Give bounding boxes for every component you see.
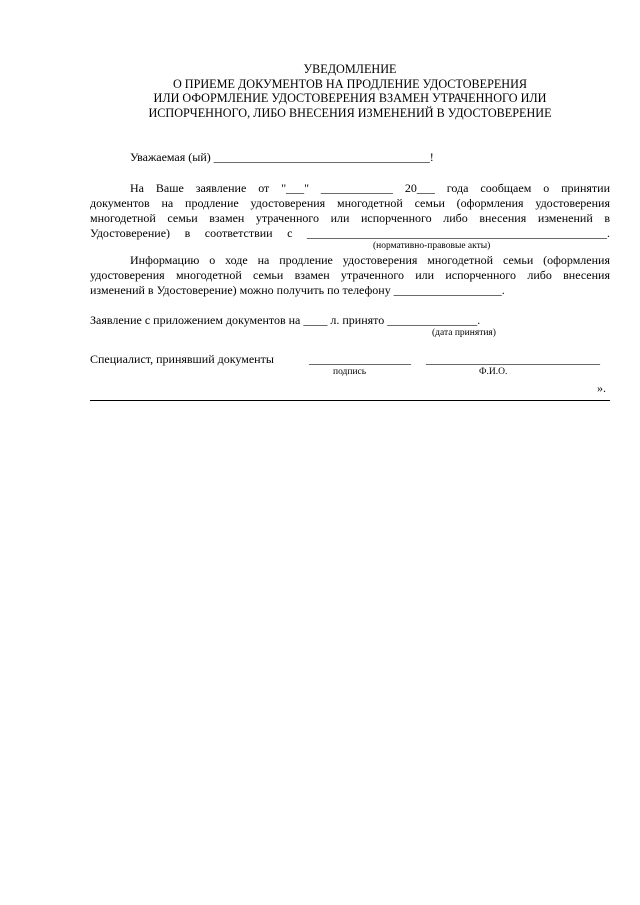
title-line-2: О ПРИЕМЕ ДОКУМЕНТОВ НА ПРОДЛЕНИЕ УДОСТОВЕРЕНИЯ <box>172 76 528 91</box>
paragraph1-line-2: документов на продление удостоверения многодетной семьи (оформления удостоверения <box>90 196 610 210</box>
title-line-3: ИЛИ ОФОРМЛЕНИЕ УДОСТОВЕРЕНИЯ ВЗАМЕН УТРАЧЕННОГО ИЛИ <box>153 91 547 105</box>
acceptance-date-caption: (дата принятия) <box>432 328 496 338</box>
paragraph1-line-1: На Ваше заявление от "___" ____________ 20___ года сообщаем о принятии <box>130 181 610 195</box>
closing-quote: ». <box>597 381 606 395</box>
paragraph2-line-3: изменений в Удостоверение) можно получить по телефону __________________. <box>90 283 505 297</box>
notice-title <box>90 62 610 120</box>
receipt-line: Заявление с приложением документов на ____ л. принято _______________. <box>90 313 481 327</box>
full-name-line: _____________________________ <box>426 352 600 366</box>
paragraph1-line-4: Удостоверение) в соответствии с __________________________________________________. <box>90 226 610 240</box>
paragraph2-line-1: Информацию о ходе на продление удостоверения многодетной семьи (оформления <box>130 253 610 267</box>
legal-acts-caption: (нормативно-правовые акты) <box>373 241 491 251</box>
title-line-4: ИСПОРЧЕННОГО, ЛИБО ВНЕСЕНИЯ ИЗМЕНЕНИЙ В УДОСТОВЕРЕНИЕ <box>148 105 552 120</box>
paragraph2-line-2: удостоверения многодетной семьи взамен утраченного или испорченного либо внесения <box>90 268 610 282</box>
paragraph1-line-3: многодетной семьи взамен утраченного или испорченного либо внесения изменений в <box>90 211 610 225</box>
signature-line: _________________ <box>309 352 411 366</box>
footer-rule <box>90 400 610 401</box>
greeting-line: Уважаемая (ый) ____________________________________! <box>130 150 434 164</box>
specialist-label: Специалист, принявший документы <box>90 352 274 366</box>
full-name-caption: Ф.И.О. <box>479 367 508 377</box>
signature-caption: подпись <box>333 367 367 377</box>
title-line-1: УВЕДОМЛЕНИЕ <box>303 62 397 76</box>
